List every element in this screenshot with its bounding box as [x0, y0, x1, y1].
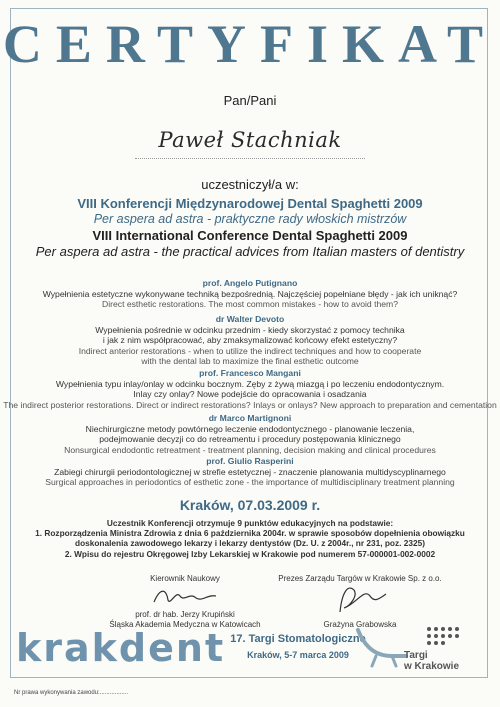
lecture-topic-en: The indirect posterior restorations. Direct or indirect restorations? Inlays or onlays? New approach to preparation and cementation	[3, 399, 497, 410]
conference-title-pl: VIII Konferencji Międzynarodowej Dental Spaghetti 2009	[77, 196, 423, 211]
targi-logo-text	[404, 650, 474, 672]
signatory-role: Prezes Zarządu Targów w Krakowie Sp. z o.o.	[278, 574, 442, 583]
left-signature-block	[95, 574, 275, 630]
lecture-topic-pl: Inlay czy onlay? Nowe podejście do opracowania i osadzania	[133, 389, 367, 399]
lecture-speaker: prof. Francesco Mangani	[199, 368, 301, 378]
lecture-topic-en: Surgical approaches in periodontics of esthetic zone - the importance of multidisciplinary treatment planning	[45, 477, 455, 487]
lecture-topic-pl: Zabiegi chirurgii periodontologicznej w strefie estetycznej - znaczenie planowania multidyscyplinarnego	[54, 466, 446, 477]
lecture-topic-pl: Niechirurgiczne metody powtórnego leczenie endodontycznego - planowanie leczenia,	[85, 423, 415, 434]
fair-name: 17. Targi Stomatologiczne	[230, 633, 366, 645]
recipient-name: Paweł Stachniak	[158, 128, 342, 152]
signatory-role: Kierownik Naukowy	[150, 574, 220, 583]
lecture-speaker: dr Marco Martignoni	[208, 413, 292, 423]
info-line: doskonalenia zawodowego lekarzy i lekarzy dentystów (Dz. U. z 2004r., nr 231, poz. 2325)	[75, 538, 425, 549]
lecture-topic-pl: podejmowanie decyzji co do retreamentu i procedury postępowania klinicznego	[99, 434, 401, 444]
signatory-name: Grażyna Grabowska	[323, 620, 397, 629]
conference-title-en: VIII International Conference Dental Spaghetti 2009	[92, 228, 408, 243]
lecture-4	[0, 413, 500, 455]
license-number-footer: Nr prawa wykonywania zawodu:.................	[14, 690, 129, 696]
lecture-topic-pl: Wypełnienia typu inlay/onlay w odcinku bocznym. Zęby z żywą miazgą i po leczeniu endodontycznym.	[55, 378, 445, 389]
name-underline	[135, 158, 365, 159]
lecture-topic-pl: i jak z nim współpracować, aby zmaksymalizować końcowy efekt estetyczny?	[102, 335, 398, 345]
info-line: 2. Wpisu do rejestru Okręgowej Izby Lekarskiej w Krakowie pod numerem 57-000001-002-0002	[64, 548, 436, 559]
lecture-3	[0, 368, 500, 410]
lecture-topic-pl: Wypełnienia estetyczne wykonywane techniką bezpośrednią. Najczęściej popełniane błędy - jak ich uniknąć?	[42, 288, 458, 299]
participated-label: uczestniczył/a w:	[201, 177, 299, 192]
fair-dates: Kraków, 5-7 marca 2009	[247, 650, 349, 660]
issue-date: Kraków, 07.03.2009 r.	[179, 497, 321, 513]
targi-logo-icon	[425, 625, 465, 647]
lecture-topic-en: with the dental lab to maximize the final esthetic outcome	[141, 356, 359, 366]
signatory-name: prof. dr hab. Jerzy Krupiński	[135, 610, 235, 619]
lecture-speaker: dr Walter Devoto	[215, 314, 285, 324]
lecture-topic-en: Nonsurgical endodontic retreatment - treatment planning, decision making and clinical procedures	[64, 444, 436, 455]
lecture-5	[0, 456, 500, 488]
lecture-speaker: prof. Angelo Putignano	[202, 278, 298, 288]
signatory-institution: Śląska Akademia Medyczna w Katowicach	[109, 620, 261, 629]
lecture-topic-pl: Wypełnienia pośrednie w odcinku przednim - kiedy skorzystać z pomocy technika	[95, 324, 405, 335]
handwritten-signature-right	[330, 582, 390, 616]
salutation: Pan/Pani	[223, 93, 277, 108]
lecture-speaker: prof. Giulio Rasperini	[206, 456, 294, 466]
conference-motto-en: Per aspera ad astra - the practical advices from Italian masters of dentistry	[35, 244, 465, 259]
targi-city: w Krakowie	[404, 661, 460, 672]
certificate-title: CERTYFIKAT	[2, 14, 498, 74]
lecture-topic-en: Direct esthetic restorations. The most common mistakes - how to avoid them?	[102, 299, 398, 309]
handwritten-signature-left	[150, 584, 220, 608]
conference-motto-pl: Per aspera ad astra - praktyczne rady włoskich mistrzów	[93, 212, 407, 226]
education-points-info	[0, 518, 500, 559]
krakdent-logo: krakdent	[16, 626, 226, 670]
lecture-2	[0, 314, 500, 367]
targi-word: Targi	[404, 650, 428, 661]
dental-chair-icon	[352, 620, 412, 668]
lecture-topic-en: Indirect anterior restorations - when to utilize the indirect techniques and how to cooperate	[78, 345, 422, 356]
info-line: 1. Rozporządzenia Ministra Zdrowia z dnia 6 października 2004r. w sprawie sposobów dopełnienia obowiązku	[35, 528, 465, 539]
info-line: Uczestnik Konferencji otrzymuje 9 punktów edukacyjnych na podstawie:	[106, 518, 394, 528]
lecture-1	[0, 278, 500, 310]
